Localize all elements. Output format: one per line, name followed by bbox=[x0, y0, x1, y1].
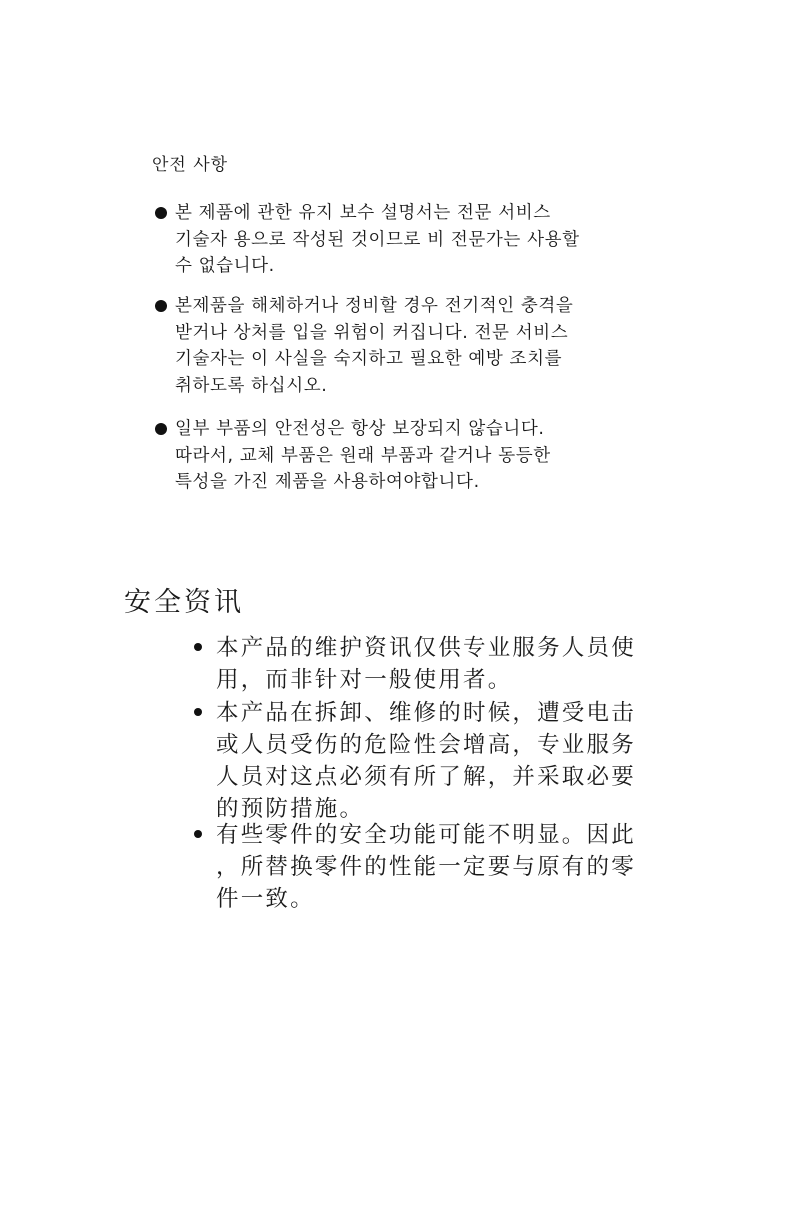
chinese-safety-text: 有些零件的安全功能可能不明显。因此 ，所替换零件的性能一定要与原有的零 件一致。 bbox=[216, 822, 636, 912]
korean-safety-text: 본제품을 해체하거나 정비할 경우 전기적인 충격을 받거나 상처를 입을 위험이 커집니다. 전문 서비스 기술자는 이 사실을 숙지하고 필요한 예방 조치를 취하도록 하십시오. bbox=[175, 296, 574, 396]
korean-safety-text: 본 제품에 관한 유지 보수 설명서는 전문 서비스 기술자 용으로 작성된 것이므로 비 전문가는 사용할 수 없습니다. bbox=[175, 203, 580, 276]
korean-safety-item-3 bbox=[155, 416, 635, 496]
bullet-icon bbox=[194, 643, 202, 651]
chinese-safety-text: 本产品的维护资讯仅供专业服务人员使 用，而非针对一般使用者。 bbox=[216, 635, 636, 693]
bullet-icon bbox=[155, 423, 167, 435]
korean-safety-text: 일부 부품의 안전성은 항상 보장되지 않습니다. 따라서, 교체 부품은 원래 부품과 같거나 동등한 특성을 가진 제품을 사용하여야합니다. bbox=[175, 419, 551, 492]
bullet-icon bbox=[155, 207, 167, 219]
korean-section-title: 안전 사항 bbox=[152, 155, 229, 175]
chinese-section-title: 安全资讯 bbox=[124, 587, 244, 618]
chinese-safety-item-1 bbox=[194, 632, 654, 696]
chinese-safety-item-3 bbox=[194, 819, 654, 915]
bullet-icon bbox=[194, 708, 202, 716]
korean-safety-item-2 bbox=[155, 293, 635, 399]
bullet-icon bbox=[155, 300, 167, 312]
chinese-safety-text: 本产品在拆卸、维修的时候，遭受电击 或人员受伤的危险性会增高，专业服务 人员对这点必须有所了解，并采取必要 的预防措施。 bbox=[216, 700, 636, 822]
bullet-icon bbox=[194, 830, 202, 838]
chinese-safety-item-2 bbox=[194, 697, 654, 825]
korean-safety-item-1 bbox=[155, 200, 635, 280]
